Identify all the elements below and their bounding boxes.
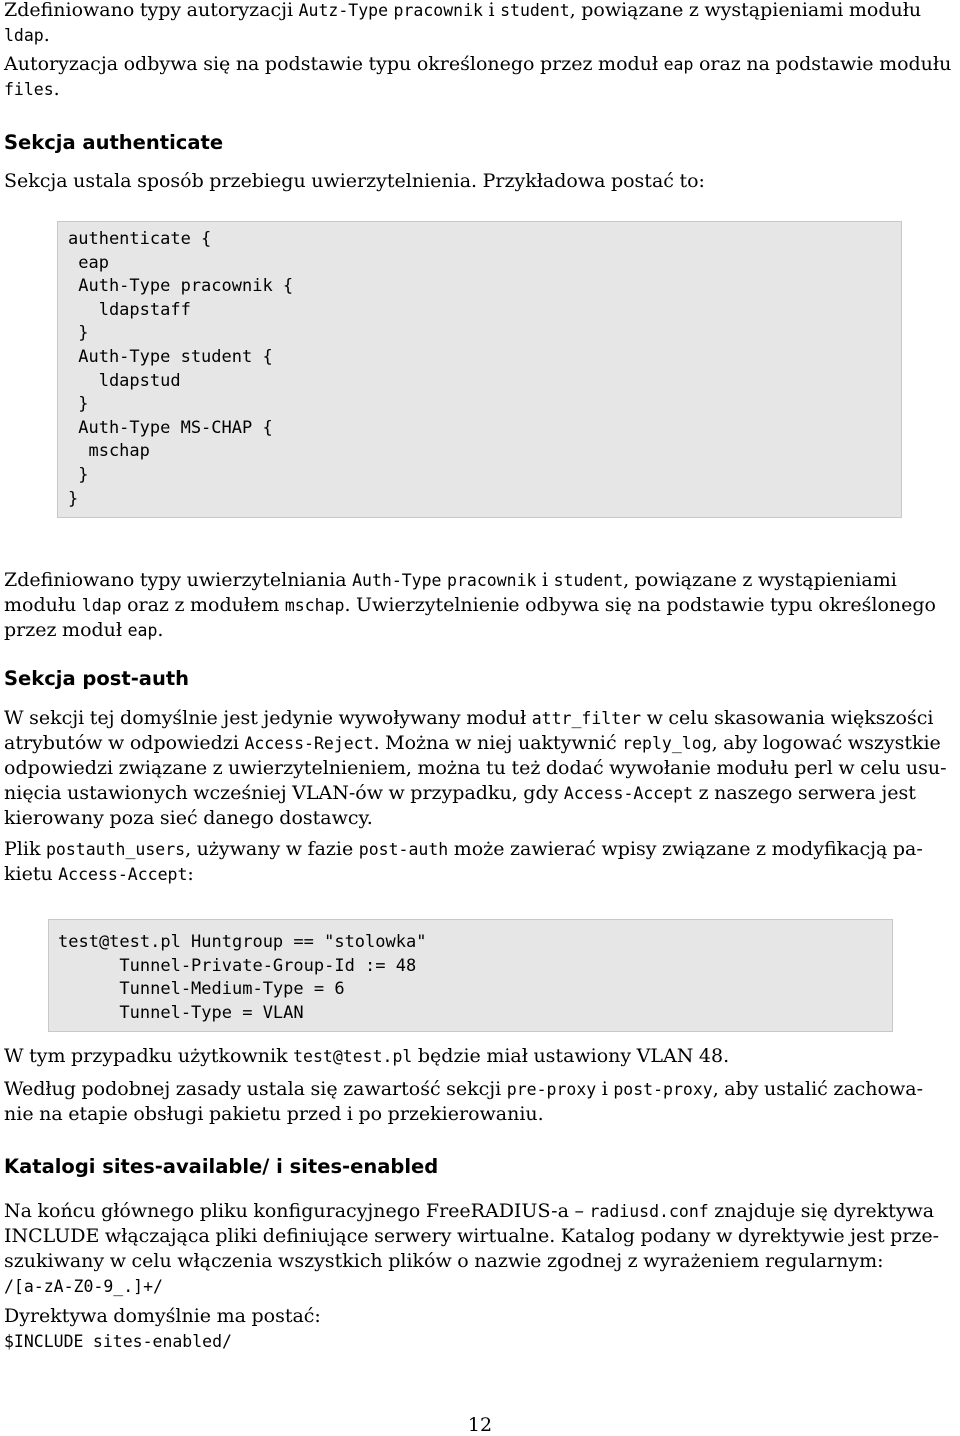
code-line: mschap bbox=[68, 441, 150, 462]
text: z naszego serwera jest bbox=[693, 782, 916, 804]
text: może zawierać wpisy związane z modyfikacją pa- bbox=[448, 838, 923, 860]
code-line: } bbox=[68, 464, 89, 485]
code-files: files bbox=[4, 80, 54, 99]
text: kietu bbox=[4, 863, 59, 885]
text: , powiązane z wystąpieniami bbox=[623, 569, 897, 591]
code-post-auth: post-auth bbox=[358, 840, 449, 859]
code-eap: eap bbox=[127, 621, 158, 640]
code-line: ldapstud bbox=[68, 370, 181, 391]
text: , powiązane z wystąpieniami modułu bbox=[569, 0, 922, 21]
code-line: authenticate { bbox=[68, 229, 212, 249]
text: . bbox=[53, 78, 60, 100]
intro-paragraph-1 bbox=[4, 0, 956, 48]
text: Autoryzacja odbywa się na podstawie typu określonego przez moduł bbox=[4, 53, 664, 75]
code-post-proxy: post-proxy bbox=[613, 1080, 713, 1099]
text: , używany w fazie bbox=[185, 838, 359, 860]
post-auth-paragraph-4 bbox=[4, 1077, 956, 1127]
text: Zdefiniowano typy autoryzacji bbox=[4, 0, 299, 21]
page-number: 12 bbox=[467, 1414, 493, 1436]
post-auth-paragraph-2 bbox=[4, 837, 956, 887]
code-block-authenticate bbox=[57, 221, 902, 518]
code-line: Tunnel-Medium-Type = 6 bbox=[58, 979, 345, 1000]
text: . bbox=[157, 619, 164, 641]
code-include-directive: $INCLUDE sites-enabled/ bbox=[4, 1332, 232, 1351]
code-postauth-users: postauth_users bbox=[46, 840, 186, 859]
code-line: Auth-Type pracownik { bbox=[68, 276, 294, 297]
text: Zdefiniowano typy uwierzytelniania bbox=[4, 569, 353, 591]
text: . bbox=[43, 24, 50, 46]
code-reply-log: reply_log bbox=[622, 734, 712, 753]
code-line: } bbox=[68, 394, 89, 415]
text: znajduje się dyrektywa bbox=[708, 1200, 935, 1222]
text: Według podobnej zasady ustala się zawartość sekcji bbox=[4, 1078, 507, 1100]
code-test-user: test@test.pl bbox=[293, 1047, 413, 1066]
code-mschap: mschap bbox=[284, 596, 345, 615]
code-line: } bbox=[68, 488, 79, 509]
text: Plik bbox=[4, 838, 46, 860]
code-line: Auth-Type MS-CHAP { bbox=[68, 417, 273, 438]
text: kierowany poza sieć danego dostawcy. bbox=[4, 807, 373, 829]
text: W tym przypadku użytkownik bbox=[4, 1045, 294, 1067]
text: oraz z modułem bbox=[121, 594, 285, 616]
code-attr-filter: attr_filter bbox=[531, 709, 642, 728]
text: szukiwany w celu włączenia wszystkich plików o nazwie zgodnej z wyrażeniem regularnym: bbox=[4, 1250, 884, 1272]
text: oraz na podstawie modułu bbox=[693, 53, 952, 75]
post-auth-paragraph-3 bbox=[4, 1044, 956, 1069]
code-line: test@test.pl Huntgroup == "stolowka" bbox=[58, 932, 427, 952]
text: w celu skasowania większości bbox=[641, 707, 934, 729]
code-pre-proxy: pre-proxy bbox=[506, 1080, 597, 1099]
text: będzie miał ustawiony VLAN 48. bbox=[412, 1045, 730, 1067]
code-access-reject: Access-Reject bbox=[244, 734, 374, 753]
text: W sekcji tej domyślnie jest jedynie wywoływany moduł bbox=[4, 707, 532, 729]
code-line: Tunnel-Private-Group-Id := 48 bbox=[58, 955, 417, 976]
code-access-accept: Access-Accept bbox=[58, 865, 188, 884]
section-heading-sites: Katalogi sites-available/ i sites-enabled bbox=[4, 1155, 439, 1178]
text: i bbox=[482, 0, 501, 21]
code-line: eap bbox=[68, 252, 109, 273]
code-ldap: ldap bbox=[81, 596, 122, 615]
post-auth-paragraph-1 bbox=[4, 706, 956, 831]
text: , aby logować wszystkie bbox=[711, 732, 941, 754]
text: . Uwierzytelnienie odbywa się na podstawie typu określonego bbox=[344, 594, 936, 616]
code-eap: eap bbox=[663, 55, 694, 74]
section-heading-post-auth: Sekcja post-auth bbox=[4, 667, 190, 690]
code-line: ldapstaff bbox=[68, 299, 191, 320]
text: INCLUDE włączająca pliki definiujące serwery wirtualne. Katalog podany w dyrektywie jest prze- bbox=[4, 1225, 940, 1247]
text: odpowiedzi związane z uwierzytelnieniem, można tu też dodać wywołanie modułu perl w celu usu- bbox=[4, 757, 947, 779]
text: : bbox=[187, 863, 194, 885]
code-block-postauth-users bbox=[48, 919, 893, 1032]
code-pracownik: pracownik bbox=[393, 1, 483, 20]
code-pracownik: pracownik bbox=[447, 571, 537, 590]
code-radiusd-conf: radiusd.conf bbox=[589, 1202, 709, 1221]
code-line: Tunnel-Type = VLAN bbox=[58, 1002, 304, 1023]
code-ldap: ldap bbox=[4, 26, 44, 45]
text: atrybutów w odpowiedzi bbox=[4, 732, 245, 754]
text: i bbox=[536, 569, 554, 591]
code-student: student bbox=[553, 571, 624, 590]
text: nięcia ustawionych wcześniej VLAN-ów w przypadku, gdy bbox=[4, 782, 564, 804]
authenticate-intro: Sekcja ustala sposób przebiegu uwierzytelnienia. Przykładowa postać to: bbox=[4, 170, 705, 192]
text: i bbox=[596, 1078, 614, 1100]
section-heading-authenticate: Sekcja authenticate bbox=[4, 131, 224, 154]
text: nie na etapie obsługi pakietu przed i po przekierowaniu. bbox=[4, 1103, 544, 1125]
sites-paragraph-1 bbox=[4, 1199, 956, 1299]
sites-paragraph-2 bbox=[4, 1304, 956, 1354]
code-access-accept: Access-Accept bbox=[563, 784, 694, 803]
text: Dyrektywa domyślnie ma postać: bbox=[4, 1305, 321, 1327]
text: modułu bbox=[4, 594, 82, 616]
code-regex: /[a-zA-Z0-9_.]+/ bbox=[4, 1277, 163, 1296]
intro-paragraph-2 bbox=[4, 52, 956, 102]
text: . Można w niej uaktywnić bbox=[373, 732, 623, 754]
code-autz-type: Autz-Type bbox=[298, 1, 388, 20]
code-line: } bbox=[68, 323, 89, 344]
code-auth-type: Auth-Type bbox=[352, 571, 442, 590]
text: , aby ustalić zachowa- bbox=[712, 1078, 923, 1100]
code-line: Auth-Type student { bbox=[68, 346, 273, 367]
code-student: student bbox=[500, 1, 570, 20]
text: przez moduł bbox=[4, 619, 128, 641]
text: Na końcu głównego pliku konfiguracyjnego FreeRADIUS-a – bbox=[4, 1200, 590, 1222]
authenticate-explanation bbox=[4, 568, 956, 643]
